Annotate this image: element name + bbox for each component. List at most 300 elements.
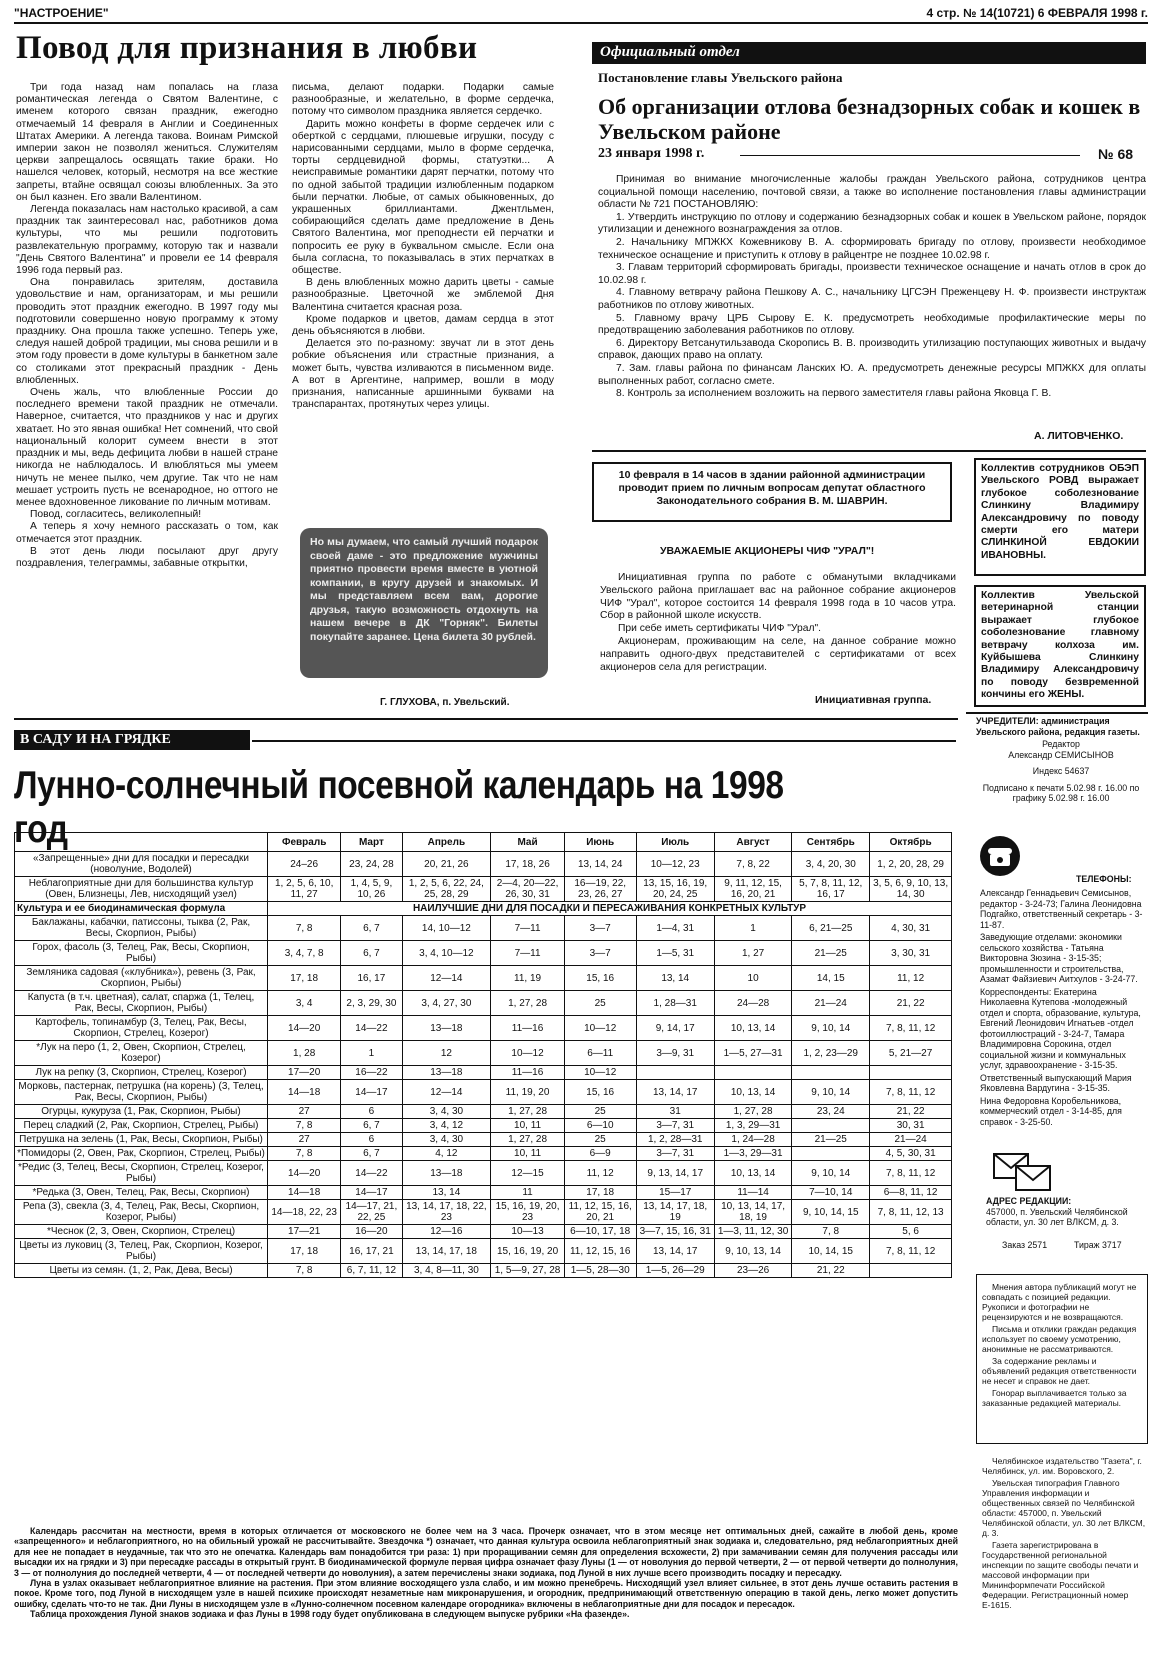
circulation: Тираж 3717 [1074,1240,1122,1250]
official-subtitle: Постановление главы Увельского района [598,70,843,85]
phone-entry: Нина Федоровна Коробельникова, коммерческий отдел - 3-14-85, для справок - 3-25-50. [980,1095,1122,1127]
table-cell: 9, 14, 17 [636,1016,714,1041]
shareholders-body [600,572,956,674]
table-cell: 1, 5—9, 27, 28 [491,1264,565,1278]
paragraph: Делается это по-разному: звучат ли в этот день робкие объяснения или страстные признания, а может быть, чувства изливаются в письменном виде. А вот в Аргентине, например, вошли в моду признания, написанные аршинными буквами на транспарантах, протянутых через улицы. [292,338,554,411]
table-cell: 10, 13, 14 [714,1080,791,1105]
table-cell: 14—22 [341,1161,402,1186]
phones-list [980,888,1148,1129]
table-cell: 13, 15, 16, 19, 20, 24, 25 [636,877,714,902]
article-column-1 [16,82,278,570]
table-cell: 14, 10—12 [402,916,491,941]
note: Таблица прохождения Луной знаков зодиака и фаз Луны в 1998 году будет опубликована в следующем выпуске рубрики «На фазенде». [30,1609,630,1620]
table-cell: 13, 14, 17, 18, 22, 23 [402,1200,491,1225]
table-cell: 13—18 [402,1066,491,1080]
culture-label: Картофель, топинамбур (3, Телец, Рак, Весы, Скорпион, Стрелец, Козерог) [15,1016,268,1041]
table-row [15,991,952,1016]
order-number: Заказ 2571 [1002,1240,1048,1250]
table-cell: 3, 5, 6, 9, 10, 13, 14, 30 [870,877,952,902]
table-row [15,1080,952,1105]
table-cell: 7, 8 [268,916,341,941]
table-cell: 6—9 [564,1147,636,1161]
paragraph: Кроме подарков и цветов, дамам сердца в этот день объясняются в любви. [292,313,554,338]
signed-info: Подписано к печати 5.02.98 г. 16.00 по графику 5.02.98 г. 16.00 [982,782,1140,803]
official-date: 23 января 1998 г. [598,146,705,161]
table-cell: 17—20 [268,1066,341,1080]
table-cell: 30, 31 [870,1119,952,1133]
table-cell: 15, 16, 19, 20 [491,1239,565,1264]
official-body [598,174,1146,401]
table-cell: 10—12 [564,1016,636,1041]
table-row [15,1264,952,1278]
phones-title: ТЕЛЕФОНЫ: [1076,874,1132,884]
telephone-icon [980,836,1020,876]
newspaper-name: "НАСТРОЕНИЕ" [14,6,109,20]
table-cell: 6, 7, 11, 12 [341,1264,402,1278]
table-row [15,1041,952,1066]
table-cell: 2—4, 20—22, 26, 30, 31 [491,877,565,902]
table-cell [792,1119,870,1133]
table-cell: 1—5, 28—30 [564,1264,636,1278]
shareholders-signature: Инициативная группа. [815,694,932,706]
table-cell: 5, 6 [870,1225,952,1239]
table-cell: 3, 4, 8—11, 30 [402,1264,491,1278]
table-row [15,1133,952,1147]
header-cell: Июль [636,833,714,852]
table-cell: 4, 5, 30, 31 [870,1147,952,1161]
table-cell: 11—16 [491,1016,565,1041]
table-cell: 6, 21—25 [792,916,870,941]
table-cell: 3—9, 31 [636,1041,714,1066]
table-cell: 11, 12, 15, 16 [564,1239,636,1264]
publisher-item: Увельская типография Главного Управления информации и общественных связей по Челябинской области: 457000, п. Увельский Челябинской области, ул. 30 лет ВЛКСМ, д. 3. [982,1478,1146,1538]
table-cell: 1—4, 31 [636,916,714,941]
table-cell: 1 [341,1041,402,1066]
table-cell: 11, 12 [564,1161,636,1186]
paragraph: В день влюбленных можно дарить цветы - самые разнообразные. Цветочной же эмблемой Дня Валентина считается красная роза. [292,277,554,313]
paragraph: Акционерам, проживающим на селе, на данное собрание можно направить одного-двух представителей с сертификатами от всех акционеров села для регистрации. [600,635,956,673]
page-header [14,4,1148,24]
table-cell: 16—20 [341,1225,402,1239]
paragraph: Три года назад нам попалась на глаза романтическая легенда о Святом Валентине, с именем которого связан праздник, ежегодно отмечаемый 14 февраля в Англии и Соединенных Штатах Америки. А легенда такова. Воинам Римской империи закон не позволял жениться. Служителям церкви запрещалось освящать такие браки. Но нашелся человек, который, несмотря на все жесткие запреты, втайне освящал союзы влюбленных. За это он был казнен. Его звали Валентином. [16,82,278,203]
table-cell: 3—7, 31 [636,1119,714,1133]
table-cell: 1, 27 [714,941,791,966]
table-cell: 1 [714,916,791,941]
table-cell: 10—12 [491,1041,565,1066]
address: 457000, п. Увельский Челябинской области, ул. 30 лет ВЛКСМ, д. 3. [986,1206,1128,1227]
header-cell: Август [714,833,791,852]
table-cell: 1, 2, 23—29 [792,1041,870,1066]
table-cell: 11, 12 [870,966,952,991]
culture-label: *Чеснок (2, 3, Овен, Скорпион, Стрелец) [15,1225,268,1239]
condolence-box-1: Коллектив сотрудников ОБЭП Увельского РОВД выражает глубокое соболезнование Слинкину Владимиру Александровичу по поводу смерти его матери СЛИНКИНОЙ ЕВДОКИИ ИВАНОВНЫ. [974,458,1146,576]
subheader-left: Культура и ее биодинамическая формула [15,902,268,916]
table-cell: 13—18 [402,1016,491,1041]
table-cell: 11, 19 [491,966,565,991]
table-cell: 12—16 [402,1225,491,1239]
culture-label: Капуста (в т.ч. цветная), салат, спаржа (1, Телец, Рак, Весы, Скорпион, Рыбы) [15,991,268,1016]
table-cell: 9, 10, 14 [792,1080,870,1105]
header-cell: Март [341,833,402,852]
disclaimer-item: Гонорар выплачивается только за заказанные редакцией материалы. [982,1388,1127,1408]
table-cell: 5, 7, 8, 11, 12, 16, 17 [792,877,870,902]
table-cell: 1—5, 31 [636,941,714,966]
culture-label: «Запрещенные» дни для посадки и пересадки (новолуние, Водолей) [15,852,268,877]
table-cell: 13, 14 [402,1186,491,1200]
table-cell: 1, 28 [268,1041,341,1066]
official-signature: А. ЛИТОВЧЕНКО. [1034,430,1124,442]
table-cell: 3—7 [564,941,636,966]
paragraph: 1. Утвердить инструкцию по отлову и содержанию безнадзорных собак и кошек в Увельском районе, порядок утилизации и денежного вознаграждения за отлов. [598,211,1146,236]
culture-label: Неблагоприятные дни для большинства культур (Овен, Близнецы, Лев, нисходящий узел) [15,877,268,902]
table-cell: 13, 14, 24 [564,852,636,877]
table-cell: 10—12, 23 [636,852,714,877]
culture-label: Цветы из луковиц (3, Телец, Рак, Скорпион, Козерог, Рыбы) [15,1239,268,1264]
paragraph: 8. Контроль за исполнением возложить на первого заместителя главы района Яковца Г. В. [616,388,1052,400]
paragraph: При себе иметь сертификаты ЧИФ "Урал". [618,623,821,635]
table-cell: 7, 8, 22 [714,852,791,877]
table-row [15,1147,952,1161]
table-cell: 3—7, 15, 16, 31 [636,1225,714,1239]
table-cell [792,1066,870,1080]
culture-label: *Помидоры (2, Овен, Рак, Скорпион, Стрелец, Рыбы) [15,1147,268,1161]
table-cell: 1, 2, 20, 28, 29 [870,852,952,877]
disclaimer-text [982,1282,1142,1410]
culture-label: *Редька (3, Овен, Телец, Рак, Весы, Скорпион) [15,1186,268,1200]
disclaimer-item: Письма и отклики граждан редакция использует по своему усмотрению, анонимные не рассматриваются. [982,1324,1137,1354]
table-cell: 3, 4 [268,991,341,1016]
table-cell: 11—16 [491,1066,565,1080]
table-cell: 23, 24, 28 [341,852,402,877]
condolence-box-2: Коллектив Увельской ветеринарной станции выражает глубокое соболезнование главному ветврачу колхоза им. Куйбышева Слинкину Владимиру Александровичу по поводу безвременной кончины его ЖЕНЫ. [974,585,1146,707]
issue-info: 4 стр. № 14(10721) 6 ФЕВРАЛЯ 1998 г. [926,6,1148,20]
table-cell: 21, 22 [870,1105,952,1119]
founders: УЧРЕДИТЕЛИ: администрация Увельского района, редакция газеты. [976,716,1140,737]
table-cell: 9, 13, 14, 17 [636,1161,714,1186]
table-cell: 7, 8, 11, 12 [870,1080,952,1105]
table-cell: 17, 18 [268,1239,341,1264]
table-cell: 3, 4, 12 [402,1119,491,1133]
table-cell: 1, 24—28 [714,1133,791,1147]
table-cell: 21—24 [792,991,870,1016]
table-cell: 16—22 [341,1066,402,1080]
note: Луна в узлах оказывает неблагоприятное влияние на растения. При этом влияние восходящего узла слабо, и им можно пренебречь. Нисходящий узел влияет сильнее, в этот день лучше оставить растения в покое. Кроме того, под Луной в нисходящем узле в нашей психике происходят незаметные нам микронарушения, и огородник, предпринимающий ответственную операцию в такой день, легко может допустить ошибку, сделать что-то не так. Дни Луны в нисходящем узле в «Лунно-солнечном посевном календаре огородника» включены в неблагоприятные дни для посадок и пересадок. [14,1578,958,1609]
table-cell: 4, 30, 31 [870,916,952,941]
paragraph: Принимая во внимание многочисленные жалобы граждан Увельского района, сотрудников центра социальной помощи населению, почтовой связи, а также во исполнение постановления главы администрации области № 721 ПОСТАНОВЛЯЮ: [598,174,1146,211]
phone-entry: Корреспонденты: Екатерина Николаевна Кутепова -молодежный отдел и спорта, образование, культура, Евгений Леонидович Игнатьев -отдел фотоиллюстраций - 3-24-7, Тамара Владимировна Сорокина, отдел социальной жизни и коммунальных услуг, здравоохранение - 3-15-35. [980,986,1141,1070]
table-cell: 9, 10, 13, 14 [714,1239,791,1264]
reception-notice: 10 февраля в 14 часов в здании районной администрации проводит прием по личным вопросам депутат областного Законодательного собрания В. М. ШАВРИН. [592,462,952,522]
table-cell: 3, 30, 31 [870,941,952,966]
table-cell: 9, 10, 14, 15 [792,1200,870,1225]
table-cell: 9, 10, 14 [792,1016,870,1041]
table-cell: 3, 4, 30 [402,1105,491,1119]
paragraph: Повод, согласитесь, великолепный! [30,509,202,521]
table-row [15,916,952,941]
culture-label: *Редис (3, Телец, Весы, Скорпион, Стрелец, Козерог, Рыбы) [15,1161,268,1186]
table-row [15,1105,952,1119]
paragraph: 4. Главному ветврачу района Пешкову А. С., начальнику ЦГСЭН Преженцеву Н. Ф. произвести инструктаж работников по отлову животных. [598,287,1146,311]
table-cell: 21, 22 [870,991,952,1016]
header-cell: Май [491,833,565,852]
header-cell: Февраль [268,833,341,852]
table-cell: 13, 14, 17 [636,1080,714,1105]
table-cell: 7—11 [491,916,565,941]
table-cell: 1—5, 27—31 [714,1041,791,1066]
table-cell: 3, 4, 10—12 [402,941,491,966]
table-cell: 11 [491,1186,565,1200]
table-cell: 16, 17 [341,966,402,991]
table-cell: 14—17, 21, 22, 25 [341,1200,402,1225]
table-cell: 16—19, 22, 23, 26, 27 [564,877,636,902]
editor-name: Александр СЕМИСЫНОВ [1008,749,1114,760]
table-cell: 6, 7 [341,941,402,966]
table-cell: 7, 8 [268,1264,341,1278]
table-row [15,1225,952,1239]
table-cell: 21—25 [792,941,870,966]
table-header-row [15,833,952,852]
table-cell: 14—20 [268,1161,341,1186]
table-cell: 1, 27, 28 [491,991,565,1016]
paragraph: 5. Главному врачу ЦРБ Сырову Е. К. предусмотреть необходимые профилактические меры по предотвращению заболевания работников по отлову. [598,312,1146,337]
culture-label: Лук на репку (3, Скорпион, Стрелец, Козерог) [15,1066,268,1080]
paragraph: Очень жаль, что влюбленные России до последнего времени такой праздник не отмечали. Наверное, считается, что праздников у нас и других хватает. Но это явная ошибка! Нет сомнений, что свой национальный колорит сумеем внести в этот праздник и мы, ведь дефицита любви в нашей стране никогда не наблюдалось. И влюбляться мы умеем ничуть не менее пылко, чем другие. Так что не нам мешает устроить пусть не всенародное, но оттого не менее вдохновенное ликование по личным мотивам. [16,387,278,508]
article-title: Повод для признания в любви [16,30,478,66]
table-cell: 1—5, 26—29 [636,1264,714,1278]
table-cell: 21—24 [870,1133,952,1147]
publisher-info [982,1456,1146,1612]
table-cell: 11, 12, 15, 16, 20, 21 [564,1200,636,1225]
separator-line [14,718,958,720]
separator-line [740,155,1080,156]
table-cell: 1—3, 29—31 [714,1147,791,1161]
imprint [976,716,1146,806]
table-row [15,1016,952,1041]
paragraph: 7. Зам. главы района по финансам Ланских Ю. А. предусмотреть денежные ресурсы МПЖКХ для оплаты выполненных работ, согласно смете. [598,362,1146,387]
table-cell: 11—14 [714,1186,791,1200]
table-cell: 1, 3, 29—31 [714,1119,791,1133]
table-cell: 2, 3, 29, 30 [341,991,402,1016]
table-cell: 15, 16, 19, 20, 23 [491,1200,565,1225]
table-cell: 3—7, 31 [636,1147,714,1161]
table-cell: 6, 7 [341,1147,402,1161]
table-cell: 13, 14 [636,966,714,991]
culture-label: Огурцы, кукуруза (1, Рак, Скорпион, Рыбы) [15,1105,268,1119]
culture-label: Морковь, пастернак, петрушка (на корень) (3, Телец, Рак, Весы, Скорпион, Рыбы) [15,1080,268,1105]
culture-label: Перец сладкий (2, Рак, Скорпион, Стрелец, Рыбы) [15,1119,268,1133]
table-cell: 7, 8, 11, 12 [870,1239,952,1264]
table-cell: 3—7 [564,916,636,941]
subheader-right: НАИЛУЧШИЕ ДНИ ДЛЯ ПОСАДКИ И ПЕРЕСАЖИВАНИЯ КОНКРЕТНЫХ КУЛЬТУР [268,902,952,916]
table-cell: 3, 4, 27, 30 [402,991,491,1016]
table-cell: 14—17 [341,1080,402,1105]
table-row [15,1161,952,1186]
table-cell: 13, 14, 17, 18 [402,1239,491,1264]
table-cell: 6 [341,1105,402,1119]
table-cell: 10, 11 [491,1119,565,1133]
culture-label: *Лук на перо (1, 2, Овен, Скорпион, Стрелец, Козерог) [15,1041,268,1066]
header-cell: Сентябрь [792,833,870,852]
table-cell: 12 [402,1041,491,1066]
culture-label: Петрушка на зелень (1, Рак, Весы, Скорпион, Рыбы) [15,1133,268,1147]
table-cell: 6—8, 11, 12 [870,1186,952,1200]
table-cell: 17—21 [268,1225,341,1239]
table-cell: 21, 22 [792,1264,870,1278]
table-subheader-row [15,902,952,916]
phone-entry: Александр Геннадьевич Семисынов, редактор - 3-24-73; Галина Леонидовна Подгайко, ответственный секретарь - 3-11-87. [980,888,1143,930]
calendar-notes [14,1526,958,1620]
table-cell: 15, 16 [564,1080,636,1105]
table-cell: 3, 4, 20, 30 [792,852,870,877]
table-cell: 6—10, 17, 18 [564,1225,636,1239]
table-cell: 6—10 [564,1119,636,1133]
table-cell: 14—17 [341,1186,402,1200]
table-cell: 17, 18, 26 [491,852,565,877]
sowing-calendar-table [14,832,952,1278]
table-cell: 25 [564,1105,636,1119]
culture-label: Баклажаны, кабачки, патиссоны, тыква (2, Рак, Весы, Скорпион, Рыбы) [15,916,268,941]
section-banner-official: Официальный отдел [592,42,1146,64]
table-cell [714,1066,791,1080]
table-cell: 27 [268,1105,341,1119]
table-cell: 10, 13, 14 [714,1161,791,1186]
table-row [15,1066,952,1080]
table-row [15,941,952,966]
section-banner-garden: В САДУ И НА ГРЯДКЕ [14,730,250,750]
paragraph: А теперь я хочу немного рассказать о том, как отмечается этот праздник. [16,521,278,545]
table-cell: 1, 27, 28 [491,1105,565,1119]
table-cell: 24—28 [714,991,791,1016]
table-cell: 23, 24 [792,1105,870,1119]
calendar-title: Лунно-солнечный посевной календарь на 1998 год [14,764,784,851]
publisher-item: Газета зарегистрирована в Государственной региональной инспекции по защите свободы печати и массовой информации при Мининформпечати Российской Федерации. Регистрационный номер Е-1615. [982,1540,1139,1610]
table-cell: 7—11 [491,941,565,966]
table-cell: 14—20 [268,1016,341,1041]
paragraph: письма, делают подарки. Подарки самые разнообразные, и желательно, в форме сердечка, потому что символом праздника является сердечко. [292,82,554,118]
table-cell: 11, 19, 20 [491,1080,565,1105]
table-body [15,852,952,1278]
separator-line [966,712,1148,714]
table-cell: 17, 18 [564,1186,636,1200]
subscription-index: Индекс 54637 [1032,766,1090,776]
note: Календарь рассчитан на местности, время в которых отличается от московского не более чем на 3 часа. Прочерк означает, что в этом месяце нет оптимальных дней, сажайте в любой день, кроме «запрещенного» и неблагоприятного, но на обильный урожай не рассчитывайте. Звездочка *) означает, что данная культура освоила неблагоприятный знак зодиака и, следовательно, ряд неблагоприятных дней для нее не попадает в неудачные, так что это не опечатка. Календарь вам понадобится три раза: 1) при проращивании семян для определения всхожести, 2) при замачивании семян для получения рассады или высадки их на грядки и 3) при пересадке рассады в открытый грунт. В биодинамической формуле первая цифра означает фазу Луны (1 — от новолуния до первой четверти, 2 — от первой четверти до полнолуния, 3 — от полнолуния до последней четверти, 4 — от последней четверти до новолуния), а затем перечислены знаки зодиака, под Луной в них лучше всего производить посадку и пересадку. [14,1526,958,1578]
table-cell: 25 [564,991,636,1016]
editor-label: Редактор [1042,739,1080,749]
address-block [986,1196,1146,1230]
table-cell: 9, 10, 14 [792,1161,870,1186]
table-cell: 10—13 [491,1225,565,1239]
culture-label: Земляника садовая («клубника»), ревень (3, Рак, Скорпион, Рыбы) [15,966,268,991]
table-cell: 15, 16 [564,966,636,991]
table-cell: 1, 2, 5, 6, 10, 11, 27 [268,877,341,902]
table-cell: 6—11 [564,1041,636,1066]
table-cell: 20, 21, 26 [402,852,491,877]
table-cell: 31 [636,1105,714,1119]
phone-entry: Ответственный выпускающий Мария Яковлевна Вардугина - 3-15-35. [980,1072,1132,1093]
table-cell: 7, 8, 11, 12 [870,1016,952,1041]
table-cell: 14—22 [341,1016,402,1041]
paragraph: Она понравилась зрителям, доставила удовольствие и нам, организаторам, и мы решили проводить этот праздник ежегодно. В 1997 году мы подготовили совершенно новую программу к этому празднику. Она прошла также успешно. Теперь уже, следуя нашей доброй традиции, мы снова решили и в этом году провести в доме культуры в банкетном зале со столиками этот прекрасный праздник - День влюбленных. [16,277,278,386]
table-cell: 6, 7 [341,916,402,941]
table-cell: 14—18 [268,1186,341,1200]
table-cell: 12—14 [402,966,491,991]
article-column-2 [292,82,554,411]
table-cell: 24–26 [268,852,341,877]
table-cell: 1, 2, 28—31 [636,1133,714,1147]
table-cell [792,1147,870,1161]
table-cell: 1, 28—31 [636,991,714,1016]
table-row [15,966,952,991]
table-row [15,1186,952,1200]
disclaimer-item: Мнения автора публикаций могут не совпадать с позицией редакции. Рукописи и фотографии не рецензируются и не возвращаются. [982,1282,1137,1322]
table-cell: 9, 11, 12, 15, 16, 20, 21 [714,877,791,902]
table-cell: 13, 14, 17 [636,1239,714,1264]
table-cell: 10 [714,966,791,991]
table-cell: 1, 4, 5, 9, 10, 26 [341,877,402,902]
separator-line [592,450,1146,452]
table-cell [636,1066,714,1080]
table-cell: 4, 12 [402,1147,491,1161]
table-row [15,1119,952,1133]
table-row [15,1200,952,1225]
table-cell [870,1066,952,1080]
table-cell: 10, 14, 15 [792,1239,870,1264]
table-cell: 12—14 [402,1080,491,1105]
table-cell: 12—15 [491,1161,565,1186]
header-cell: Октябрь [870,833,952,852]
table-cell: 10, 13, 14, 17, 18, 19 [714,1200,791,1225]
header-cell-empty [15,833,268,852]
paragraph: 6. Директору Ветсанутильзавода Скоропись В. В. производить утилизацию поступающих животных и выдачу справок, дающих право на оплату. [598,337,1146,362]
paragraph: 2. Начальнику МПЖКХ Кожевникову В. А. сформировать бригаду по отлову, произвести необходимое техническое оснащение и приступить к отлову в райцентре не позднее 10.02.98 г. [598,236,1146,261]
header-cell: Июнь [564,833,636,852]
table-cell: 14, 15 [792,966,870,991]
table-cell: 13—18 [402,1161,491,1186]
table-cell: 6 [341,1133,402,1147]
disclaimer-item: За содержание рекламы и объявлений редакция ответственности не несет и справок не дает. [982,1356,1137,1386]
table-cell: 7, 8 [792,1225,870,1239]
paragraph: В этот день люди посылают друг другу поздравления, телеграммы, забавные открытки, [16,545,278,569]
table-row [15,877,952,902]
table-cell: 1—3, 11, 12, 30 [714,1225,791,1239]
separator-line [252,740,956,742]
table-cell: 7, 8, 11, 12, 13 [870,1200,952,1225]
envelope-icon [992,1150,1054,1194]
promo-box: Но мы думаем, что самый лучший подарок своей даме - это предложение мужчины приятно провести время вместе в уютной компании, в кругу друзей и знакомых. И мы представляем всем вам, дорогие друзья, такую возможность отдохнуть на нашем вечере в ДК "Горняк". Билеты покупайте заранее. Цена билета 30 рублей. [300,528,548,678]
official-number: № 68 [1098,146,1134,162]
header-cell: Апрель [402,833,491,852]
table-cell: 3, 4, 30 [402,1133,491,1147]
table-cell: 1, 2, 5, 6, 22, 24, 25, 28, 29 [402,877,491,902]
table-cell: 16, 17, 21 [341,1239,402,1264]
table-cell: 7, 8 [268,1147,341,1161]
table-cell: 1, 27, 28 [714,1105,791,1119]
table-cell: 13, 14, 17, 18, 19 [636,1200,714,1225]
table-cell: 3, 4, 7, 8 [268,941,341,966]
address-title: АДРЕС РЕДАКЦИИ: [986,1196,1072,1206]
table-cell: 14—18, 22, 23 [268,1200,341,1225]
table-cell: 21—25 [792,1133,870,1147]
table-cell: 14—18 [268,1080,341,1105]
official-title: Об организации отлова безнадзорных собак и кошек в Увельском районе [598,94,1141,144]
table-cell: 10, 13, 14 [714,1016,791,1041]
paragraph: Дарить можно конфеты в форме сердечек или с оберткой с сердцами, плюшевые игрушки, посуду с нарисованными сердцами, мыло в форме сердечка, торты сердцевидной формы, статуэтки... А неисправимые романтики дарят перчатки, потому что по одной забытой традиции излюбленным подарком были перчатки. Любые, от самых обыкновенных, до украшенных бриллиантами. Джентльмен, собирающийся сделать даме предложение в День Святого Валентина, мог преподнести ей перчатки и попросить ее руку в буквальном смысле. Если она была согласна, то показывалась в этих перчатках в обществе. [292,118,554,277]
table-cell: 10—12 [564,1066,636,1080]
publisher-item: Челябинское издательство "Газета", г. Челябинск, ул. им. Воровского, 2. [982,1456,1142,1476]
table-cell: 10, 11 [491,1147,565,1161]
paragraph: 3. Главам территорий сформировать бригады, произвести техническое оснащение и начать отлов в срок до 10.02.98 г. [598,262,1146,286]
table-row [15,1239,952,1264]
